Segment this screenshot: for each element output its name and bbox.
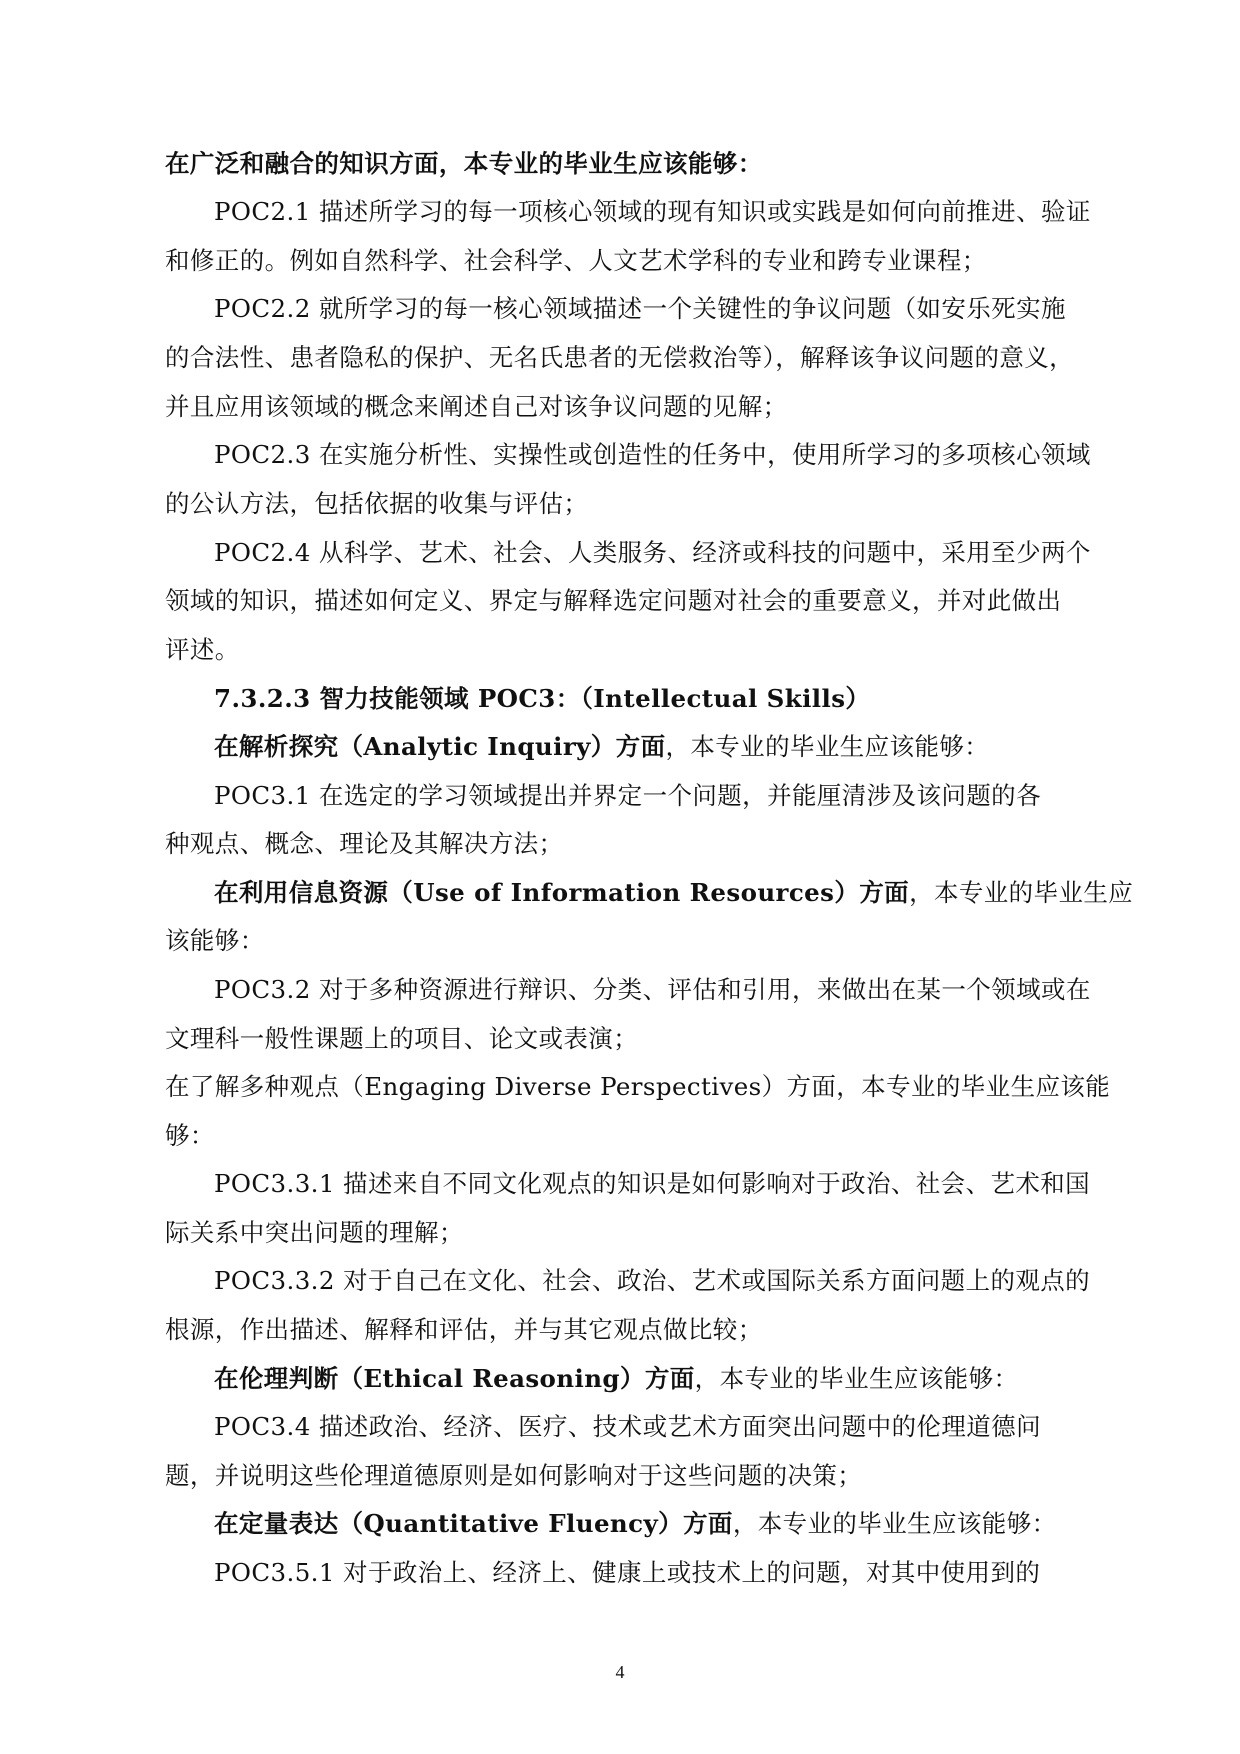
paragraph-line: 该能够： [165, 926, 265, 955]
paragraph-line: 题，并说明这些伦理道德原则是如何影响对于这些问题的决策； [165, 1461, 863, 1490]
paragraph-line: 际关系中突出问题的理解； [165, 1218, 464, 1247]
paragraph-line: 种观点、概念、理论及其解决方法； [165, 829, 564, 858]
paragraph-line: POC3.5.1 对于政治上、经济上、健康上或技术上的问题，对其中使用到的 [214, 1558, 1041, 1587]
paragraph-line [214, 1362, 1018, 1396]
bold-lead: 在定量表达（Quantitative Fluency）方面 [214, 1509, 733, 1538]
paragraph-line: 根源，作出描述、解释和评估，并与其它观点做比较； [165, 1315, 763, 1344]
paragraph-line: 的合法性、患者隐私的保护、无名氏患者的无偿救治等），解释该争议问题的意义， [165, 343, 1075, 372]
paragraph-line: POC2.4 从科学、艺术、社会、人类服务、经济或科技的问题中，采用至少两个 [214, 538, 1091, 567]
paragraph-line: 领域的知识，描述如何定义、界定与解释选定问题对社会的重要意义，并对此做出 [165, 586, 1062, 615]
paragraph-line: POC3.2 对于多种资源进行辩识、分类、评估和引用，来做出在某一个领域或在 [214, 975, 1091, 1004]
paragraph-line: 够： [165, 1121, 215, 1150]
bold-lead: 在解析探究（Analytic Inquiry）方面 [214, 732, 666, 761]
section-heading: 在广泛和融合的知识方面，本专业的毕业生应该能够： [165, 149, 763, 178]
paragraph-line [214, 730, 989, 764]
line-rest: ，本专业的毕业生应该能够： [732, 1509, 1057, 1538]
paragraph-line: POC3.4 描述政治、经济、医疗、技术或艺术方面突出问题中的伦理道德问 [214, 1412, 1041, 1441]
bold-lead: 在伦理判断（Ethical Reasoning）方面 [214, 1364, 695, 1393]
paragraph-line: POC2.3 在实施分析性、实操性或创造性的任务中，使用所学习的多项核心领域 [214, 440, 1091, 469]
line-rest: ，本专业的毕业生应该能够： [665, 732, 990, 761]
paragraph-line: POC2.1 描述所学习的每一项核心领域的现有知识或实践是如何向前推进、验证 [214, 197, 1091, 226]
paragraph-line: 并且应用该领域的概念来阐述自己对该争议问题的见解； [165, 392, 788, 421]
paragraph-line: 的公认方法，包括依据的收集与评估； [165, 489, 589, 518]
paragraph-line: 文理科一般性课题上的项目、论文或表演； [165, 1024, 639, 1053]
paragraph-line: POC3.1 在选定的学习领域提出并界定一个问题，并能厘清涉及该问题的各 [214, 781, 1041, 810]
subsection-heading: 7.3.2.3 智力技能领域 POC3：（Intellectual Skills） [214, 684, 871, 713]
paragraph-line: POC3.3.2 对于自己在文化、社会、政治、艺术或国际关系方面问题上的观点的 [214, 1266, 1091, 1295]
line-rest: ，本专业的毕业生应该能够： [694, 1364, 1019, 1393]
line-rest: ，本专业的毕业生应 [909, 878, 1134, 907]
paragraph-line: POC2.2 就所学习的每一核心领域描述一个关键性的争议问题（如安乐死实施 [214, 294, 1066, 323]
paragraph-line: 和修正的。例如自然科学、社会科学、人文艺术学科的专业和跨专业课程； [165, 246, 987, 275]
paragraph-line: 在了解多种观点（Engaging Diverse Perspectives）方面，本专业的毕业生应该能 [165, 1072, 1111, 1101]
bold-lead: 在利用信息资源（Use of Information Resources）方面 [214, 878, 910, 907]
paragraph-line [214, 1507, 1057, 1541]
page-number: 4 [615, 1662, 625, 1682]
paragraph-line: POC3.3.1 描述来自不同文化观点的知识是如何影响对于政治、社会、艺术和国 [214, 1169, 1091, 1198]
paragraph-line: 评述。 [165, 635, 240, 664]
paragraph-line [214, 876, 1133, 910]
